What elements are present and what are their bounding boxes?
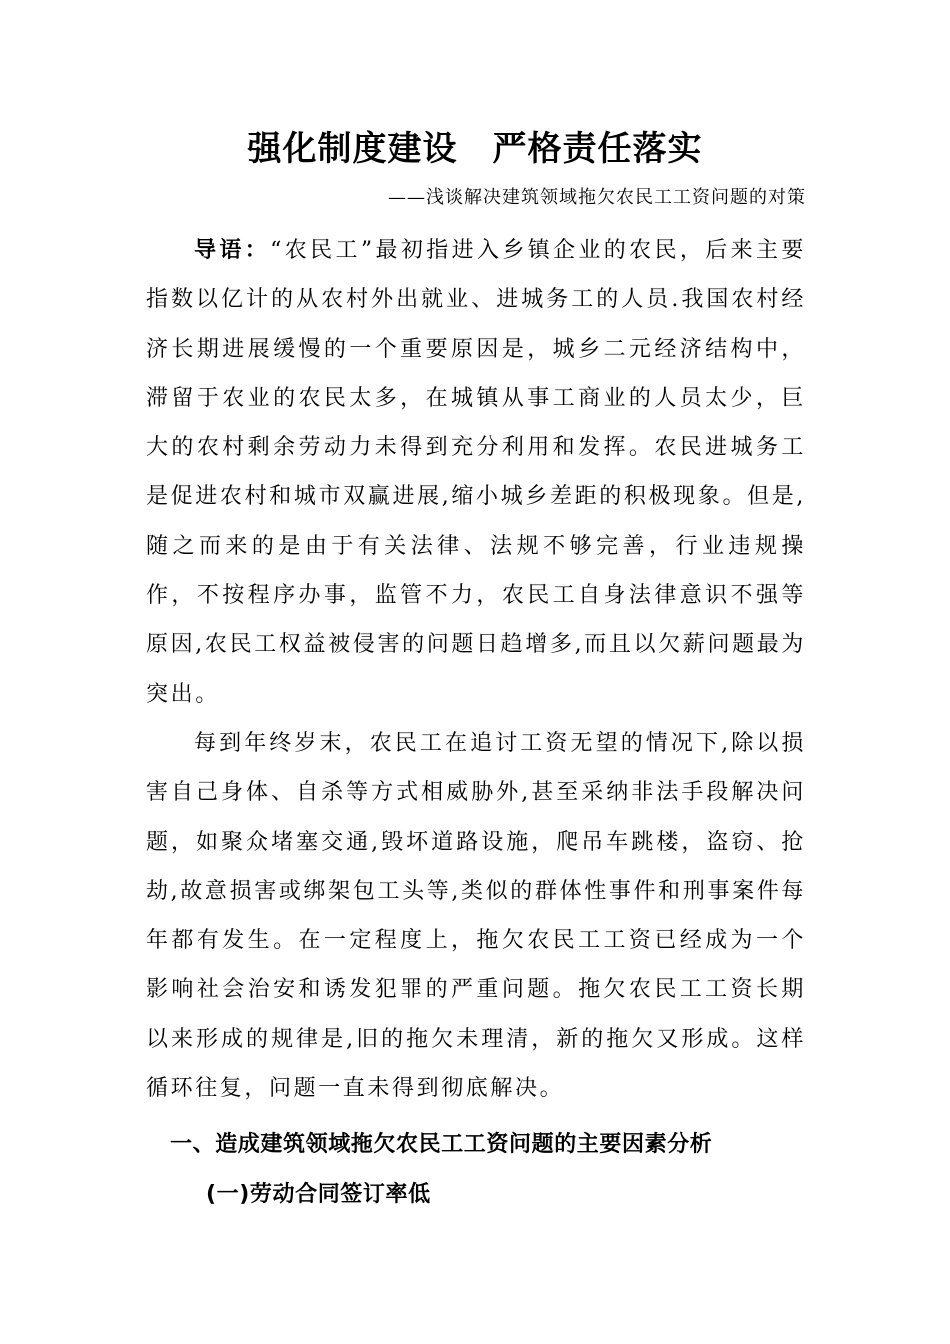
paragraph-2: 每到年终岁末，农民工在追讨工资无望的情况下,除以损害自己身体、自杀等方式相威胁外,甚至采纳非法手段解决问题，如聚众堵塞交通,毁坏道路设施，爬吊车跳楼，盗窃、抢劫,故意损害或绑架包工头等,类似的群体性事件和刑事案件每年都有发生。在一定程度上，拖欠农民工工资已经成为一个影响社会治安和诱发犯罪的严重问题。拖欠农民工工资长期以来形成的规律是,旧的拖欠未理清，新的拖欠又形成。这样循环往复，问题一直未得到彻底解决。 [146,730,806,1102]
lead-text: “农民工”最初指进入乡镇企业的农民，后来主要指数以亿计的从农村外出就业、进城务工的人员.我国农村经济长期进展缓慢的一个重要原因是，城乡二元经济结构中，滞留于农业的农民太多，在城镇从事工商业的人员太少，巨大的农村剩余劳动力未得到充分利用和发挥。农民进城务工是促进农村和城市双赢进展,缩小城乡差距的积极现象。但是,随之而来的是由于有关法律、法规不够完善，行业违规操作，不按程序办事，监管不力，农民工自身法律意识不强等原因,农民工权益被侵害的问题日趋增多,而且以欠薪问题最为突出。 [146,238,806,707]
document-subtitle: ——浅谈解决建筑领域拖欠农民工工资问题的对策 [388,187,806,208]
document-body [146,226,806,1113]
subsection-heading: (一)劳动合同签订率低 [206,1182,431,1207]
lead-paragraph [146,226,806,719]
document-title: 强化制度建设 严格责任落实 [247,129,703,169]
section-heading: 一、造成建筑领域拖欠农民工工资问题的主要因素分析 [170,1132,713,1157]
lead-label: 导语： [194,238,271,263]
